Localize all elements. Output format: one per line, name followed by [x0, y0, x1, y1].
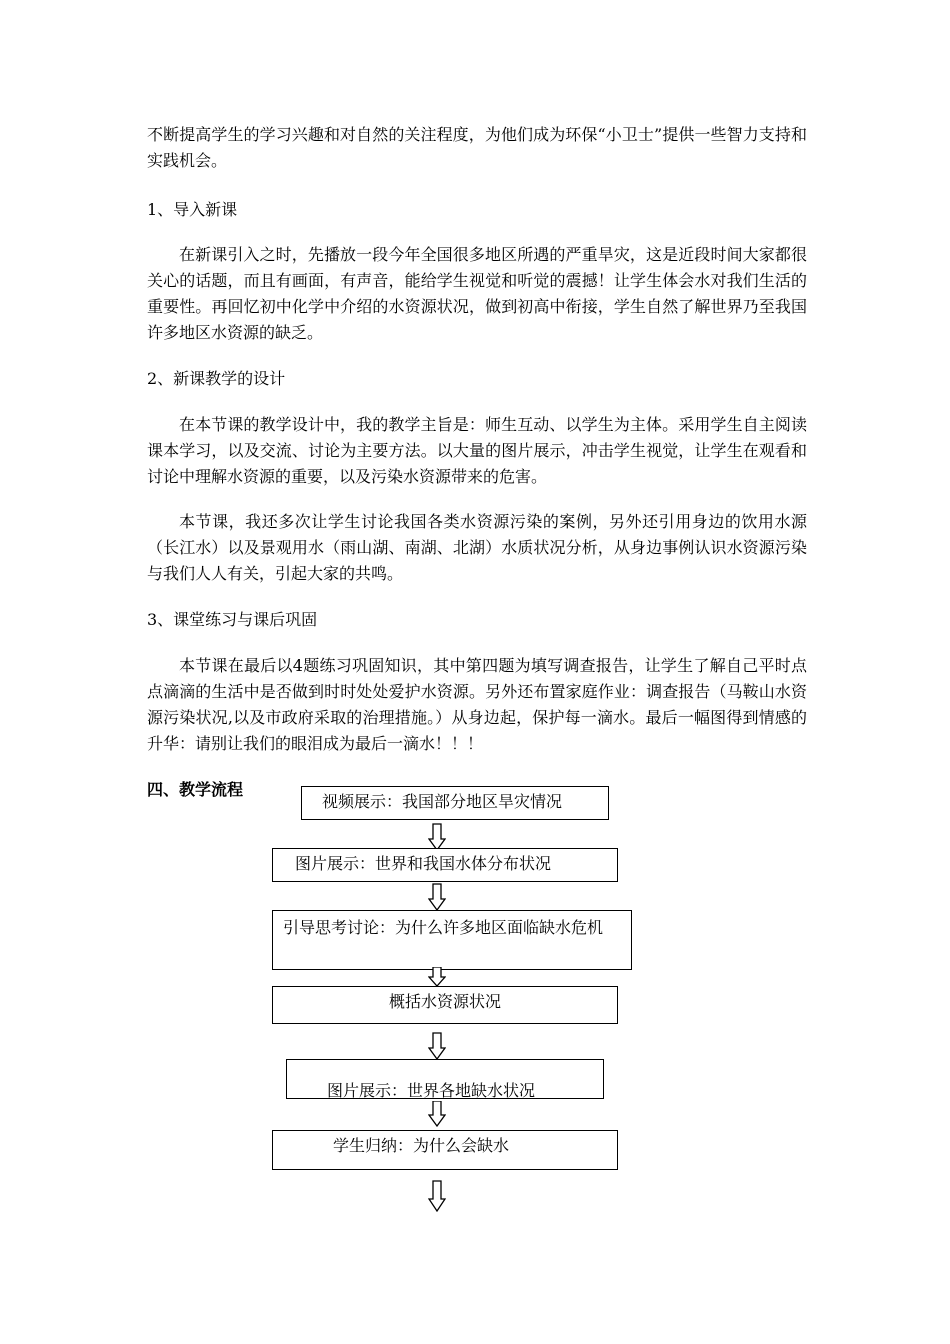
down-arrow-icon — [428, 1101, 446, 1127]
down-arrow-icon — [428, 1180, 446, 1212]
down-arrow-icon — [428, 967, 446, 987]
flow-step-discussion — [272, 910, 632, 970]
section-title-teaching-flow: 四、教学流程 — [147, 780, 244, 799]
intro-paragraph: 不断提高学生的学习兴趣和对自然的关注程度，为他们成为环保“小卫士”提供一些智力支持和实践机会。 — [147, 125, 807, 170]
flow-step-video — [301, 786, 609, 820]
flow-step-discussion-label: 引导思考讨论：为什么许多地区面临缺水危机 — [283, 918, 604, 937]
paragraph-practice: 本节课在最后以4题练习巩固知识，其中第四题为填写调查报告，让学生了解自己平时点点滴滴的生活中是否做到时时处处爱护水资源。另外还布置家庭作业：调查报告（马鞍山水资源污染状况,以及市政府采取的治理措施。）从身边起，保护每一滴水。最后一幅图得到情感的升华：请别让我们的眼泪成为最后一滴水！！！ — [147, 656, 807, 753]
flow-step-video-label: 视频展示：我国部分地区旱灾情况 — [322, 792, 563, 811]
heading-lesson-design: 2、新课教学的设计 — [147, 369, 286, 388]
flow-step-summary-label: 概括水资源状况 — [388, 992, 501, 1011]
flow-step-global-shortage-label: 图片展示：世界各地缺水状况 — [327, 1081, 536, 1099]
heading-practice: 3、课堂练习与课后巩固 — [147, 610, 318, 629]
paragraph-pollution-cases: 本节课，我还多次让学生讨论我国各类水资源污染的案例，另外还引用身边的饮用水源（长江水）以及景观用水（雨山湖、南湖、北湖）水质状况分析，从身边事例认识水资源污染与我们人人有关，引起大家的共鸣。 — [147, 512, 807, 583]
heading-lead-in: 1、导入新课 — [147, 200, 238, 219]
flow-step-water-distribution-label: 图片展示：世界和我国水体分布状况 — [295, 854, 552, 873]
flow-step-causes-label: 学生归纳：为什么会缺水 — [333, 1136, 510, 1155]
flow-step-causes — [272, 1130, 618, 1170]
down-arrow-icon — [428, 883, 446, 911]
down-arrow-icon — [428, 1032, 446, 1060]
flow-step-summary — [272, 986, 618, 1024]
down-arrow-icon — [428, 823, 446, 851]
paragraph-lesson-design: 在本节课的教学设计中，我的教学主旨是：师生互动、以学生为主体。采用学生自主阅读课本学习，以及交流、讨论为主要方法。以大量的图片展示，冲击学生视觉，让学生在观看和讨论中理解水资源的重要，以及污染水资源带来的危害。 — [147, 415, 807, 486]
flow-step-water-distribution — [272, 848, 618, 882]
paragraph-lead-in: 在新课引入之时，先播放一段今年全国很多地区所遇的严重旱灾，这是近段时间大家都很关心的话题，而且有画面，有声音，能给学生视觉和听觉的震撼！让学生体会水对我们生活的重要性。再回忆初中化学中介绍的水资源状况，做到初高中衔接，学生自然了解世界乃至我国许多地区水资源的缺乏。 — [147, 245, 807, 342]
flow-step-global-shortage — [286, 1059, 604, 1099]
